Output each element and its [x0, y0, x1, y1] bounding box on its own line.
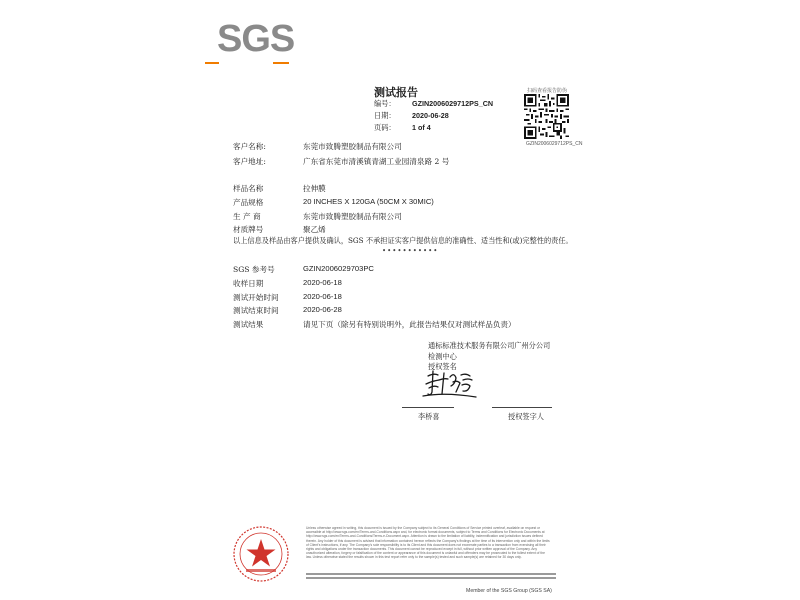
handwritten-signature — [420, 368, 480, 402]
sample-maker: 东莞市致腾塑胶制品有限公司 — [303, 212, 402, 221]
separator: ••••••••••• — [382, 247, 439, 255]
report-date: 2020-06-28 — [412, 111, 449, 120]
test-end-row — [233, 305, 342, 316]
sgs-ref-row — [233, 264, 374, 275]
received-date: 2020-06-18 — [303, 278, 342, 287]
sample-material-label: 材质牌号 — [233, 225, 264, 234]
report-title: 测试报告 — [374, 86, 418, 99]
test-start-label: 测试开始时间 — [233, 293, 279, 302]
qr-caption: 扫码查看报告防伪 — [527, 88, 568, 94]
sample-name-row — [233, 183, 326, 194]
sample-material: 聚乙烯 — [303, 225, 326, 234]
client-address: 广东省东莞市清溪镇青湖工业园清泉路 2 号 — [303, 157, 450, 166]
report-page-label: 页码： — [374, 123, 396, 132]
footer-address-lines — [306, 573, 556, 581]
report-number-label: 编号： — [374, 99, 396, 108]
sgs-group-member: Member of the SGS Group (SGS SA) — [466, 588, 552, 594]
client-name-row — [233, 141, 402, 152]
report-page: 1 of 4 — [412, 123, 431, 132]
test-start-date: 2020-06-18 — [303, 292, 342, 301]
sample-maker-label: 生 产 商 — [233, 212, 261, 221]
sample-spec: 20 INCHES X 120GA (50CM X 30MIC) — [303, 197, 434, 206]
report-date-label: 日期： — [374, 111, 396, 120]
received-date-label: 收样日期 — [233, 279, 264, 288]
address-line-en — [306, 573, 556, 575]
issuer-company: 通标标准技术服务有限公司广州分公司 — [428, 341, 551, 350]
sample-maker-row — [233, 211, 402, 222]
sample-material-row — [233, 224, 326, 235]
client-address-label: 客户地址: — [233, 157, 266, 166]
signature-line-right — [492, 407, 552, 408]
address-line-cn — [306, 577, 556, 579]
logo-rule-right — [273, 62, 289, 64]
issuer-authorization: 授权签名 — [428, 362, 457, 372]
sgs-logo — [217, 18, 295, 72]
report-number: GZIN2006029712PS_CN — [412, 99, 494, 108]
sample-name-label: 样品名称 — [233, 184, 264, 193]
test-end-label: 测试结束时间 — [233, 306, 279, 315]
sample-spec-label: 产品规格 — [233, 198, 264, 207]
sample-spec-row — [233, 197, 434, 208]
test-result-row — [233, 319, 516, 330]
signer-name: 李桥喜 — [418, 412, 440, 421]
signer-role: 授权签字人 — [508, 412, 544, 421]
test-start-row — [233, 292, 342, 303]
qr-code-text: GZIN2006029712PS_CN — [526, 141, 583, 147]
signature-line-left — [402, 407, 454, 408]
accreditation-stamp-icon — [232, 525, 290, 583]
test-result: 请见下页（除另有特别说明外，此报告结果仅对测试样品负责） — [303, 320, 516, 329]
sgs-logo-text: SGS — [217, 18, 295, 60]
report-date-row — [374, 111, 514, 121]
qr-code-icon — [524, 94, 569, 139]
client-address-row — [233, 156, 450, 167]
logo-rule-left — [205, 62, 219, 64]
terms-fine-print: Unless otherwise agreed in writing, this document is issued by the Company subject to its General Conditions of Service printed overleaf, available on request or accessible at http://www.sgs.com/en/Terms-and-Conditions.aspx and, for electronic format documents, subject to Terms and Conditions for Electronic Documents at http://www.sgs.com/en/Terms-and-Conditions/Terms-e-Document.aspx. Attention is drawn to the limitation of liability, indemnification and jurisdiction issues defined therein. Any holder of this document is advised that information contained hereon reflects the Company's findings at the time of its intervention only and within the limits of Client's instructions, if any. The Company's sole responsibility is to its Client and this document does not exonerate parties to a transaction from exercising all their rights and obligations under the transaction documents. This document cannot be reproduced except in full, without prior written approval of the Company. Any unauthorized alteration, forgery or falsification of the content or appearance of this document is unlawful and offenders may be prosecuted to the fullest extent of the law. Unless otherwise stated the results shown in this test report refer only to the sample(s) tested and such sample(s) are retained for 30 days only. — [306, 526, 550, 560]
report-page-row — [374, 123, 514, 133]
client-name: 东莞市致腾塑胶制品有限公司 — [303, 142, 402, 151]
test-end-date: 2020-06-28 — [303, 305, 342, 314]
client-name-label: 客户名称: — [233, 142, 266, 151]
received-date-row — [233, 278, 342, 289]
sample-name: 拉伸膜 — [303, 184, 326, 193]
disclaimer: 以上信息及样品由客户提供及确认，SGS 不承担证实客户提供信息的准确性、适当性和(或)完整性的责任。 — [233, 236, 573, 245]
sgs-ref: GZIN2006029703PC — [303, 264, 374, 273]
sgs-ref-label: SGS 参考号 — [233, 265, 275, 274]
report-number-row — [374, 99, 514, 109]
issuer-department: 检测中心 — [428, 351, 457, 361]
test-result-label: 测试结果 — [233, 320, 264, 329]
